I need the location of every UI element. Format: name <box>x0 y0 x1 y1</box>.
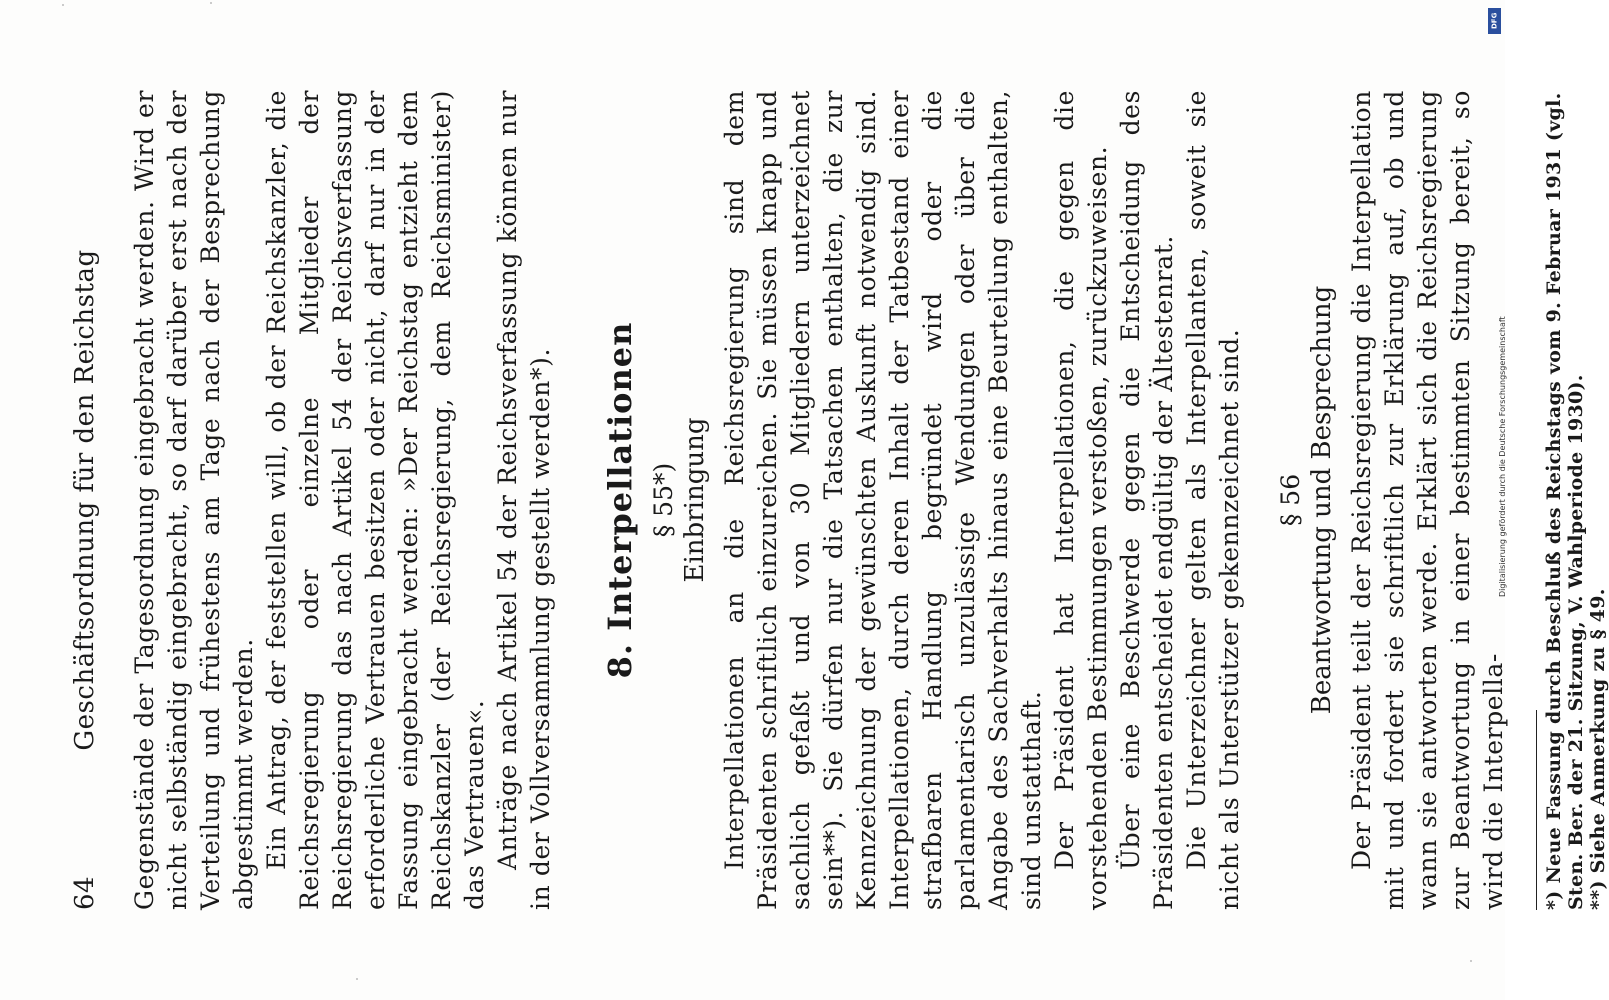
running-head-spacer <box>70 90 100 150</box>
section-55-paragraph-2: Der Präsident hat Interpellationen, die gegen die vorstehenden Bestimmungen verstoßen, zurückzuweisen. <box>1050 90 1112 910</box>
section-56-subtitle: Beantwortung und Besprechung <box>1307 285 1337 715</box>
running-head-title: Geschäftsordnung für den Reichstag <box>70 249 100 751</box>
footnote-2: **) Siehe Anmerkung zu § 49. <box>1587 588 1609 910</box>
paragraph-continued: Gegenstände der Tagesordnung eingebracht werden. Wird er nicht selbständig eingebracht, so darf darüber erst nach der Verteilung und frühestens am Tage nach der Besprechung abgestimmt werden. <box>130 90 258 910</box>
dfg-logo-icon: DFG <box>1488 8 1501 34</box>
section-55-paragraph-1: Interpellationen an die Reichsregierung sind dem Präsidenten schriftlich einzureichen. Sie müssen knapp und sachlich gefaßt und von 30 Mitgliedern unterzeichnet sein**). Sie dürfen nur die Tatsachen enthalten, die zur Kennzeichnung der gewünschten Auskunft notwendig sind. Interpellationen, durch deren Inhalt der Tatbestand einer strafbaren Handlung begründet wird oder die parlamentarisch unzulässige Wendungen oder über die Angabe des Sachverhalts hinaus eine Beurteilung enthalten, sind unstatthaft. <box>720 90 1046 910</box>
section-55-paragraph-3: Über eine Beschwerde gegen die Entscheidung des Präsidenten entscheidet endgültig der Ältestenrat. <box>1116 90 1178 910</box>
paragraph-artikel-54: Anträge nach Artikel 54 der Reichsverfassung können nur in der Vollversammlung gestellt werden*). <box>493 90 555 910</box>
footnote-rule <box>1536 710 1537 910</box>
credit-text: Digitalisierung gefördert durch die Deutsche Forschungsgemeinschaft <box>1497 316 1507 597</box>
scan-speck <box>356 978 358 980</box>
scan-speck <box>210 2 212 4</box>
page-number: 64 <box>70 875 100 910</box>
section-55-number: § 55*) <box>649 462 678 538</box>
section-55-paragraph-4: Die Unterzeichner gelten als Interpellanten, soweit sie nicht als Unterstützer gekennzeichnet sind. <box>1182 90 1244 910</box>
running-head <box>70 90 100 910</box>
section-56-paragraph-1: Der Präsident teilt der Reichsregierung die Interpellation mit und fordert sie schriftlich zur Erklärung auf, ob und wann sie antworten werde. Erklärt sich die Reichsregierung zur Beantwortung in einer bestimmten Sitzung bereit, so wird die Interpella- <box>1347 90 1508 910</box>
paragraph-vertrauen: Ein Antrag, der feststellen will, ob der Reichskanzler, die Reichsregierung oder einzelne Mitglieder der Reichsregierung das nach Artikel 54 der Reichsverfassung erforderliche Vertrauen besitzen oder nicht, darf nur in der Fassung eingebracht werden: »Der Reichstag entzieht dem Reichskanzler (der Reichsregierung, dem Reichsminister) das Vertrauen«. <box>262 90 489 910</box>
section-55-subtitle: Einbringung <box>680 417 710 583</box>
scan-speck <box>1470 960 1472 962</box>
digitization-credit <box>1495 316 1509 597</box>
scan-speck <box>62 4 64 6</box>
footnote-1: *) Neue Fassung durch Beschluß des Reichstags vom 9. Februar 1931 (vgl. Sten. Ber. der 21. Sitzung, V. Wahlperiode 1930). <box>1543 92 1587 910</box>
section-56-number: § 56 <box>1276 473 1305 527</box>
chapter-heading: 8. Interpellationen <box>601 321 639 679</box>
